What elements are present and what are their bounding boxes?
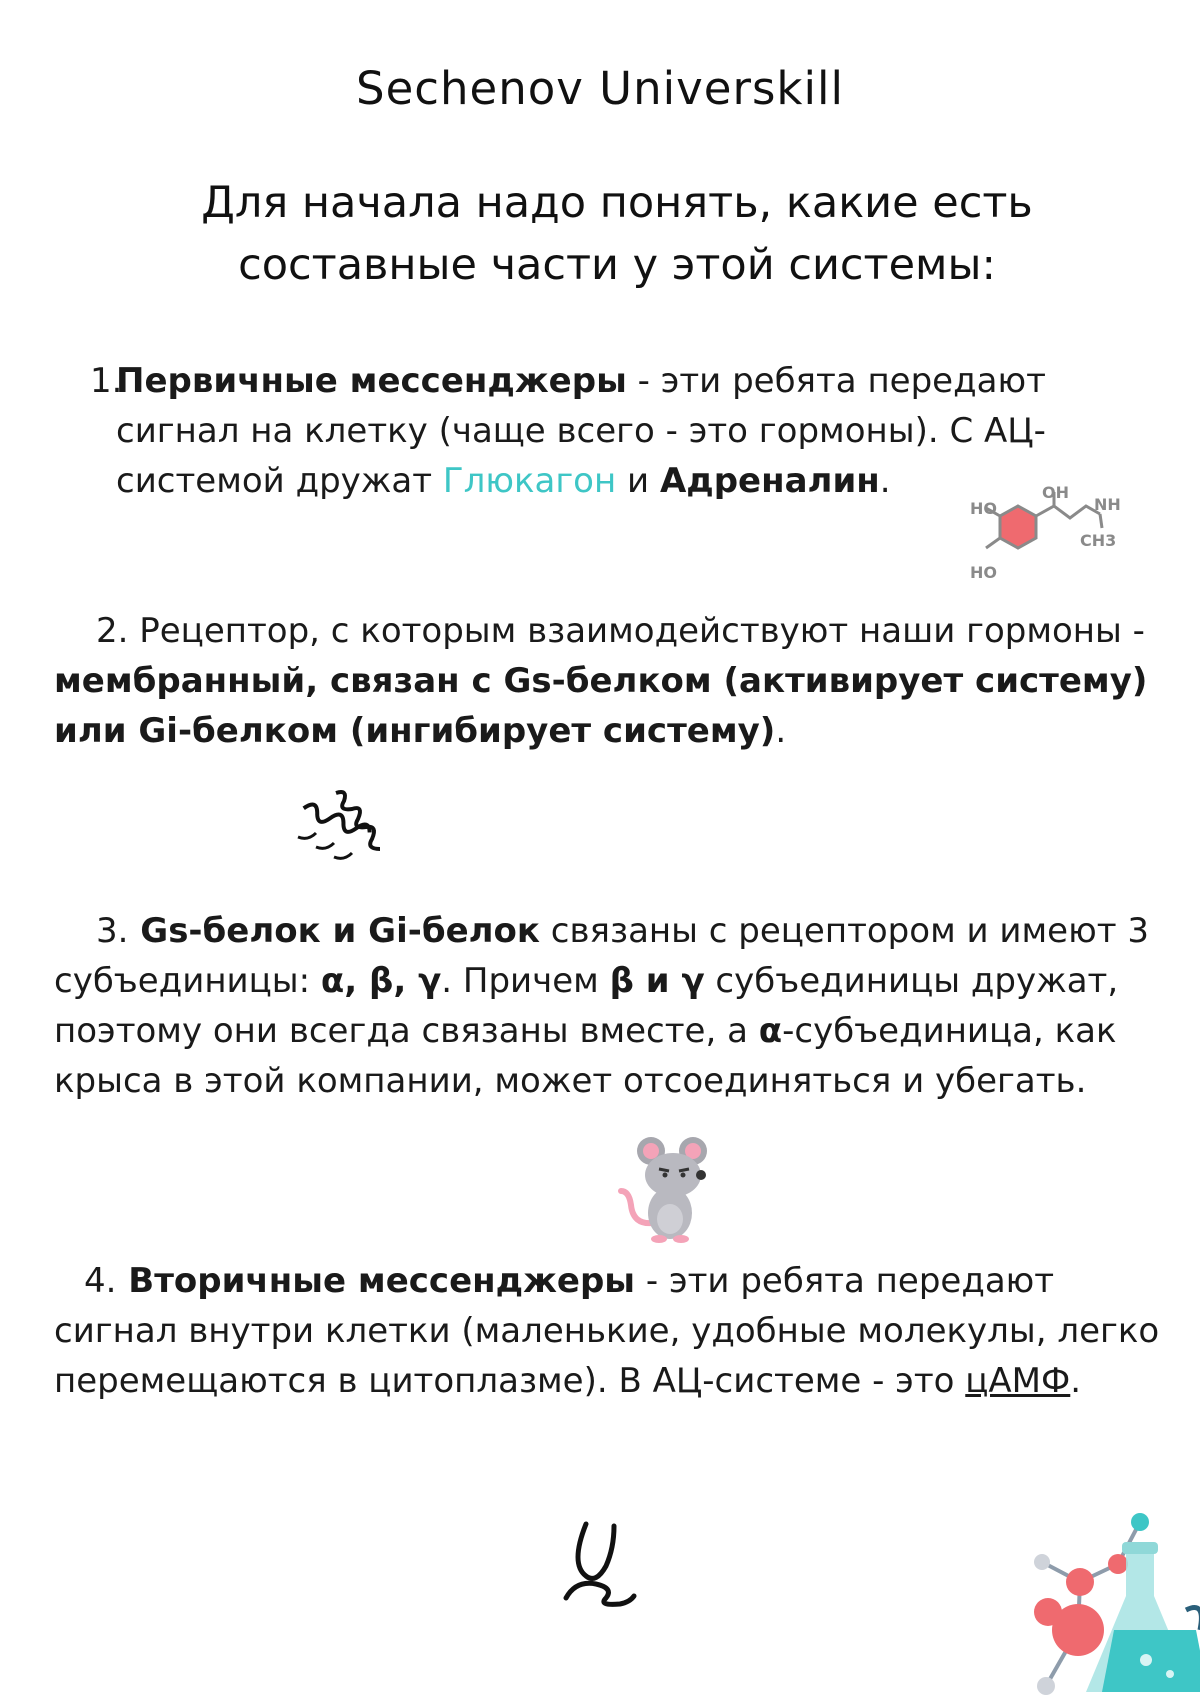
heading-line-1: Для начала надо понять, какие есть: [201, 178, 1033, 228]
protein-helix-icon: [292, 785, 392, 885]
alpha-term: α: [758, 1011, 783, 1051]
glucagon-term: Глюкагон: [442, 461, 617, 501]
item-bold: мембранный, связан с Gs-белком (активирует систему) или Gi-белком (ингибирует систему): [54, 661, 1148, 751]
item-bold: Первичные мессенджеры: [116, 361, 627, 401]
item-text: связаны с рецептором и имеют 3 субъединицы:: [54, 911, 1149, 1001]
brand-title: Sechenov Universkill: [356, 62, 844, 115]
heading-line-2: составные части у этой системы:: [238, 240, 996, 290]
item-text: -субъединица, как крыса в этой компании, может отсоединяться и убегать.: [54, 1011, 1117, 1101]
item-text: .: [775, 711, 787, 751]
item-text: Рецептор, с которым взаимодействуют наши гормоны -: [128, 611, 1145, 651]
item-text: . Причем: [441, 961, 610, 1001]
item-text: - эти ребята передают сигнал внутри клетки (маленькие, удобные молекулы, легко перемещаются в цитоплазме). В АЦ-системе - это: [54, 1261, 1160, 1401]
item-number: 1.: [90, 361, 123, 401]
item-text: субъединицы дружат, поэтому они всегда связаны вместе, а: [54, 961, 1119, 1051]
mol-label: HO: [970, 499, 997, 518]
rat-icon: [615, 1135, 725, 1245]
subunits-term: α, β, γ: [320, 961, 442, 1001]
item-text: .: [879, 461, 891, 501]
page-heading: [0, 172, 1200, 296]
item-2: [54, 606, 1154, 756]
item-bold: Gs-белок и Gi-белок: [128, 911, 540, 951]
item-text: .: [1070, 1361, 1082, 1401]
adrenaline-molecule-icon: [970, 478, 1130, 588]
item-text: - эти ребята передают сигнал на клетку (чаще всего - это гормоны). С АЦ-системой дружат: [116, 361, 1046, 501]
mol-label: OH: [1042, 483, 1069, 502]
item-number: 4.: [84, 1261, 117, 1301]
item-3: [54, 906, 1184, 1106]
mol-label: CH3: [1080, 531, 1117, 550]
camp-term: цАМФ: [965, 1361, 1071, 1401]
adrenaline-term: Адреналин: [659, 461, 880, 501]
item-number: 2.: [96, 611, 129, 651]
item-text: и: [616, 461, 660, 501]
beta-gamma-term: β и γ: [609, 961, 705, 1001]
item-4: [54, 1256, 1174, 1406]
lab-flask-icon: [1022, 1510, 1200, 1697]
mol-label: NH: [1094, 495, 1121, 514]
mol-label: HO: [970, 563, 997, 582]
item-bold: Вторичные мессенджеры: [116, 1261, 636, 1301]
item-number: 3.: [96, 911, 129, 951]
logo-icon: [560, 1518, 640, 1608]
